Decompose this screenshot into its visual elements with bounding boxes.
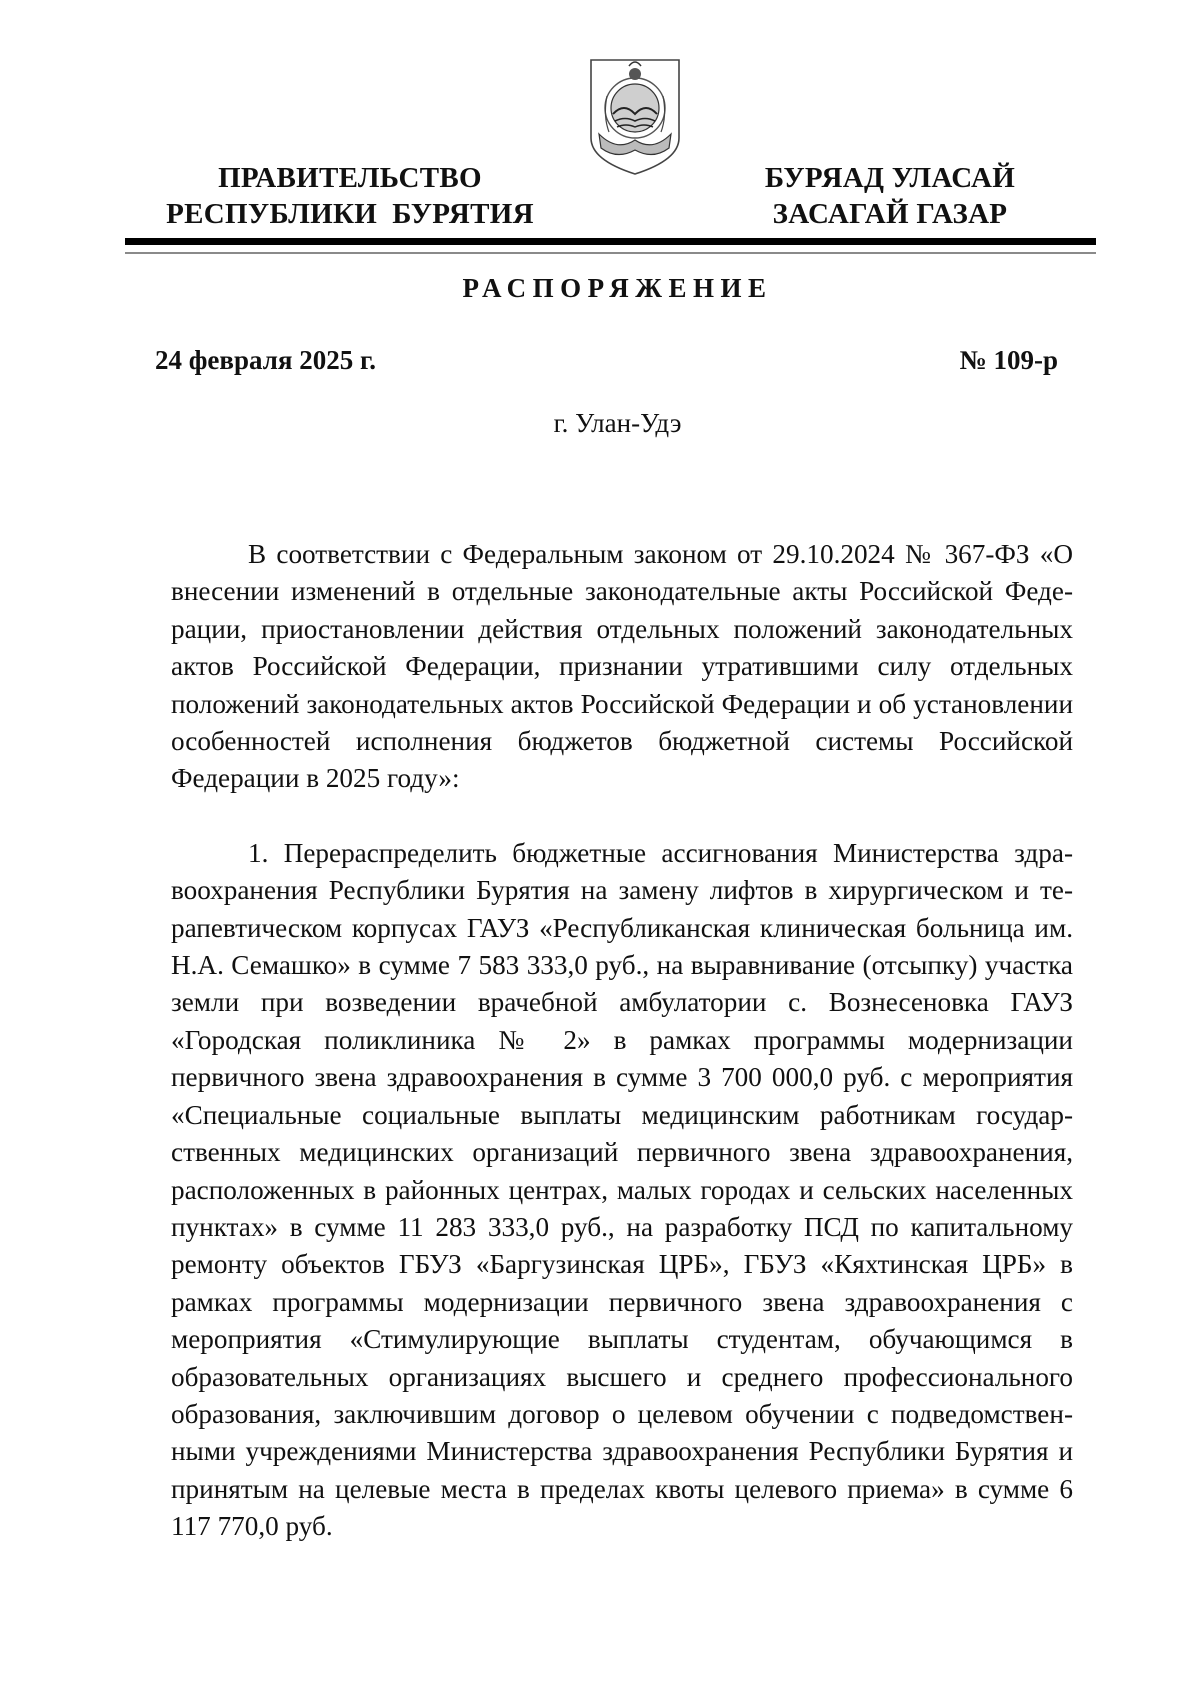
org-name-russian-line2: РЕСПУБЛИКИ БУРЯТИЯ <box>166 198 534 230</box>
header-divider-thin <box>125 252 1096 254</box>
coat-of-arms-icon <box>587 56 683 178</box>
document-city: г. Улан-Удэ <box>553 408 682 438</box>
item-1-paragraph: 1. Перераспределить бюджетные ассигнования Министерства здравоохранения Республики Бурятия на замену лифтов в хирургическом и терапевтическом корпусах ГАУЗ «Республиканская клиническая больница им. Н.А. Семашко» в сумме 7 583 333,0 руб., на выравнивание (отсыпку) участка земли при возведении врачебной амбулатории с. Вознесеновка ГАУЗ «Городская поликлиника № 2» в рамках программы модернизации первичного звена здравоохранения в сумме 3 700 000,0 руб. с мероприятия «Специальные социальные выплаты медицинским работникам государственных медицинских организаций первичного звена здравоохранения, расположенных в районных центрах, малых городах и сельских населенных пунктах» в сумме 11 283 333,0 руб., на разработку ПСД по капитальному ремонту объектов ГБУЗ «Баргузинская ЦРБ», ГБУЗ «Кяхтинская ЦРБ» в рамках программы модернизации первичного звена здравоохранения с мероприятия «Стимулирующие выплаты студентам, обучающимся в образовательных организациях высшего и среднего профессионального образования, заключившим договор о целевом обучении с подведомственными учреждениями Министерства здравоохранения Республики Бурятия и принятым на целевые места в пределах квоты целевого приема» в сумме 6 117 770,0 руб. <box>171 837 1073 1542</box>
document-type: РАСПОРЯЖЕНИЕ <box>462 273 773 303</box>
org-name-russian-line1: ПРАВИТЕЛЬСТВО <box>218 162 482 194</box>
org-name-buryat-line1: БУРЯАД УЛАСАЙ <box>764 162 1016 194</box>
org-name-russian <box>150 160 550 232</box>
org-name-buryat-line2: ЗАСАГАЙ ГАЗАР <box>772 198 1008 230</box>
header-divider-thick <box>125 238 1096 245</box>
org-name-buryat <box>720 160 1060 232</box>
document-number: № 109-р <box>959 345 1058 375</box>
document-body <box>171 536 1073 1546</box>
document-date: 24 февраля 2025 г. <box>155 345 376 375</box>
preamble-paragraph: В соответствии с Федеральным законом от 29.10.2024 № 367-ФЗ «О внесении изменений в отдельные законодательные акты Российской Федерации, приостановлении действия отдельных положений законодательных актов Российской Федерации, признании утратившими силу отдельных положений законодательных актов Российской Федерации и об установлении особенностей исполнения бюджетов бюджетной системы Российской Федерации в 2025 году»: <box>171 539 1073 794</box>
